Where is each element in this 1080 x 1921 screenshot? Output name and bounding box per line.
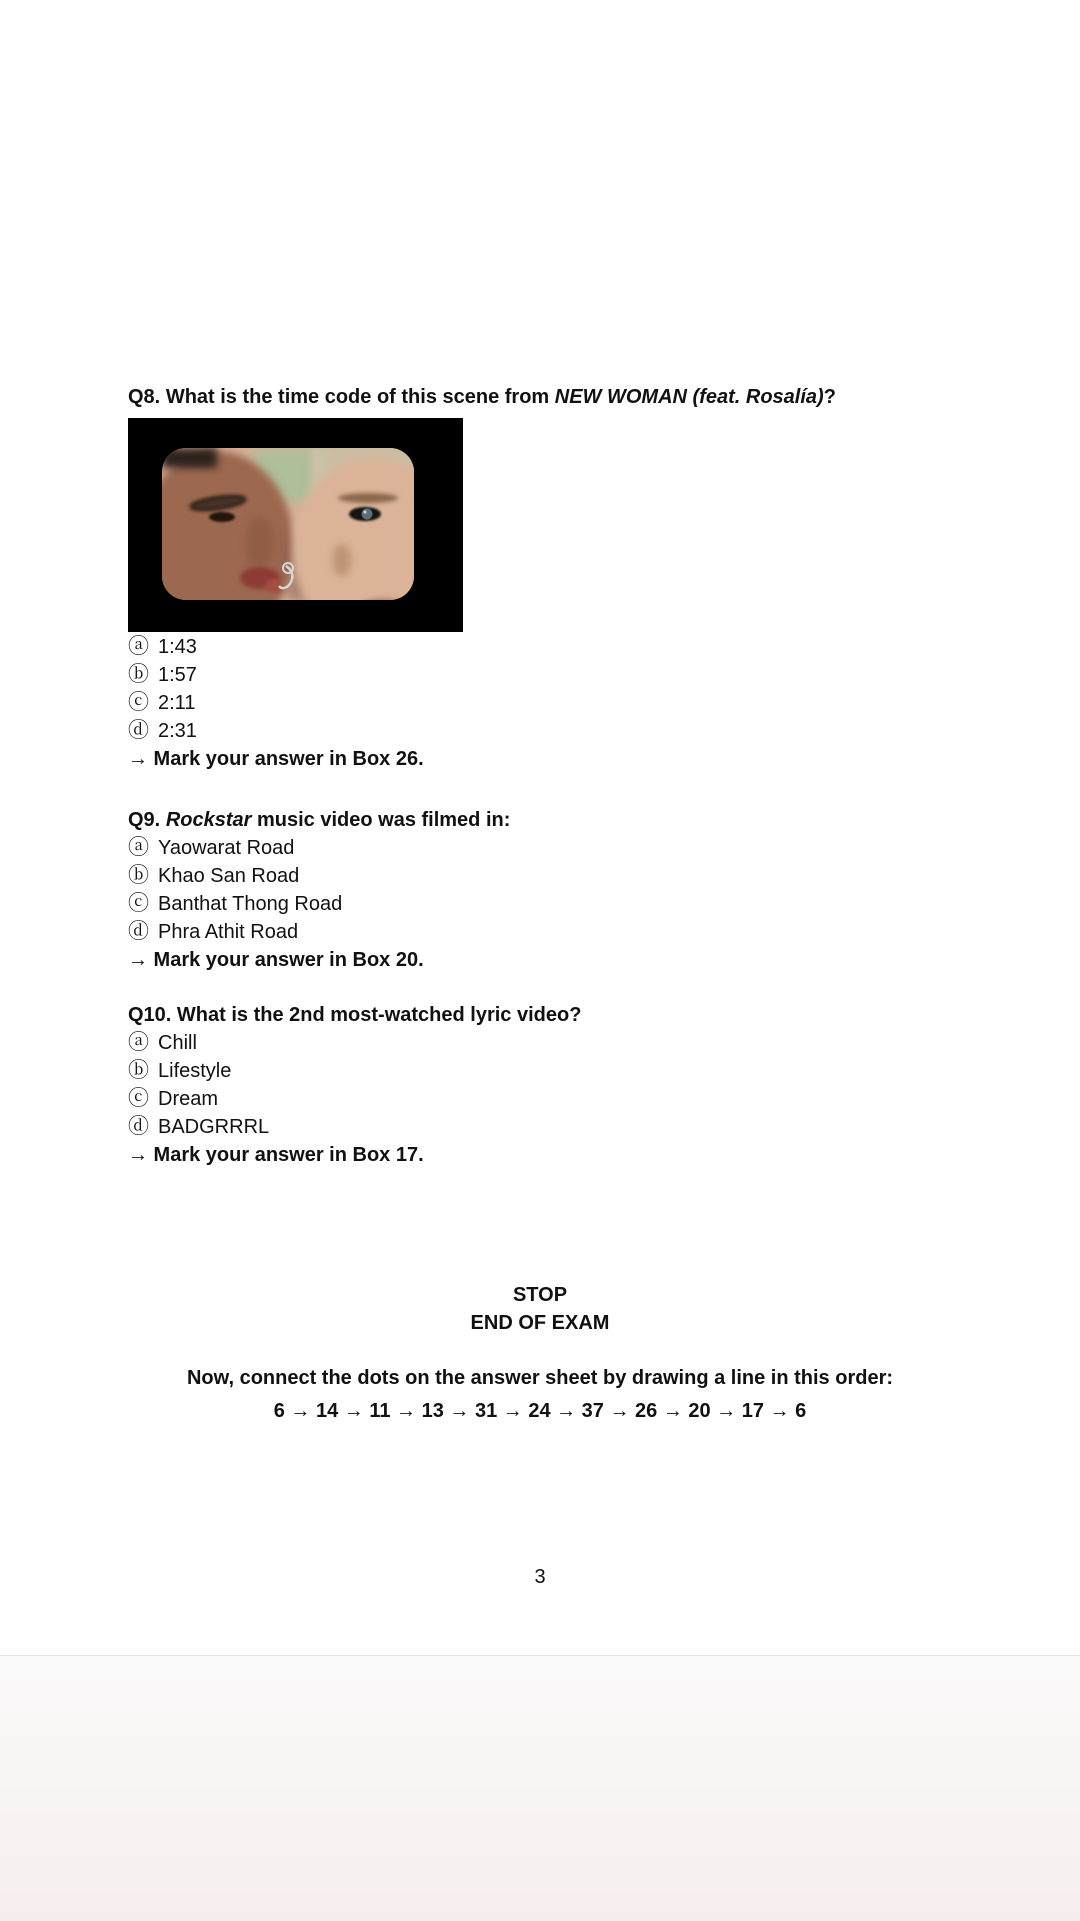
q8-number: Q8. — [128, 386, 161, 408]
q8-option-d — [128, 717, 424, 745]
option-letter-icon: ⓐ — [128, 635, 149, 658]
option-text: Phra Athit Road — [158, 921, 299, 943]
option-letter-icon: ⓒ — [128, 691, 149, 714]
q9-number: Q9. — [128, 809, 161, 831]
question-q9-heading — [128, 806, 510, 834]
option-letter-icon: ⓑ — [128, 1059, 149, 1082]
option-letter-icon: ⓐ — [128, 1031, 149, 1054]
q9-title-emphasis: Rockstar — [165, 809, 252, 831]
q8-suffix: ? — [823, 386, 836, 408]
page-number: 3 — [534, 1566, 546, 1588]
option-text: Chill — [158, 1032, 197, 1054]
q8-option-a — [128, 633, 424, 661]
option-letter-icon: ⓑ — [128, 663, 149, 686]
option-text: Lifestyle — [158, 1060, 232, 1082]
q9-option-b — [128, 862, 424, 890]
q8-text: What is the time code of this scene from — [165, 386, 550, 408]
nose-shadow-left — [246, 517, 274, 569]
scene-still-graphic — [128, 418, 463, 632]
q8-mark-instruction: → Mark your answer in Box 26. — [128, 748, 424, 770]
eye-highlight — [364, 511, 367, 514]
q9-text: music video was filmed in: — [256, 809, 511, 831]
q8-options — [128, 633, 424, 773]
option-text: Yaowarat Road — [158, 837, 295, 859]
right-eyebrow — [338, 493, 398, 503]
q9-option-a — [128, 834, 424, 862]
dot-sequence: 6 → 14 → 11 → 13 → 31 → 24 → 37 → 26 → 20 → 17 → 6 — [273, 1400, 807, 1422]
end-of-exam-line: END OF EXAM — [470, 1312, 610, 1334]
option-text: Khao San Road — [158, 865, 300, 887]
question-q8-heading — [128, 383, 836, 411]
q10-mark-instruction: → Mark your answer in Box 17. — [128, 1144, 424, 1166]
q10-option-d — [128, 1113, 424, 1141]
option-text: Dream — [158, 1088, 219, 1110]
option-letter-icon: ⓓ — [128, 1115, 149, 1138]
stop-line: STOP — [512, 1284, 568, 1306]
q8-option-c — [128, 689, 424, 717]
q8-option-b — [128, 661, 424, 689]
option-text: 1:57 — [158, 664, 197, 686]
right-iris — [362, 509, 373, 520]
nose-shadow-right — [333, 544, 351, 576]
viewer-background — [0, 1655, 1080, 1921]
q10-option-c — [128, 1085, 424, 1113]
q9-mark-instruction: → Mark your answer in Box 20. — [128, 949, 424, 971]
option-text: 2:31 — [158, 720, 197, 742]
q10-number: Q10. — [128, 1004, 172, 1026]
connect-dots-instruction: Now, connect the dots on the answer sheet by drawing a line in this order: — [186, 1367, 894, 1389]
q8-title-emphasis: NEW WOMAN (feat. Rosalía) — [554, 386, 824, 408]
option-letter-icon: ⓑ — [128, 864, 149, 887]
option-text: 1:43 — [158, 636, 197, 658]
option-text: BADGRRRL — [158, 1116, 270, 1138]
option-letter-icon: ⓓ — [128, 920, 149, 943]
q9-option-c — [128, 890, 424, 918]
option-letter-icon: ⓐ — [128, 836, 149, 859]
question-q10-heading — [128, 1001, 581, 1029]
q8-scene-image — [128, 418, 463, 632]
q9-option-d — [128, 918, 424, 946]
option-text: 2:11 — [158, 692, 196, 714]
option-letter-icon: ⓒ — [128, 892, 149, 915]
q10-text: What is the 2nd most-watched lyric video? — [176, 1004, 582, 1026]
option-text: Banthat Thong Road — [158, 893, 343, 915]
option-letter-icon: ⓓ — [128, 719, 149, 742]
q10-option-b — [128, 1057, 424, 1085]
q10-option-a — [128, 1029, 424, 1057]
left-eye — [209, 512, 235, 522]
option-letter-icon: ⓒ — [128, 1087, 149, 1110]
q9-options — [128, 834, 424, 974]
q10-options — [128, 1029, 424, 1169]
